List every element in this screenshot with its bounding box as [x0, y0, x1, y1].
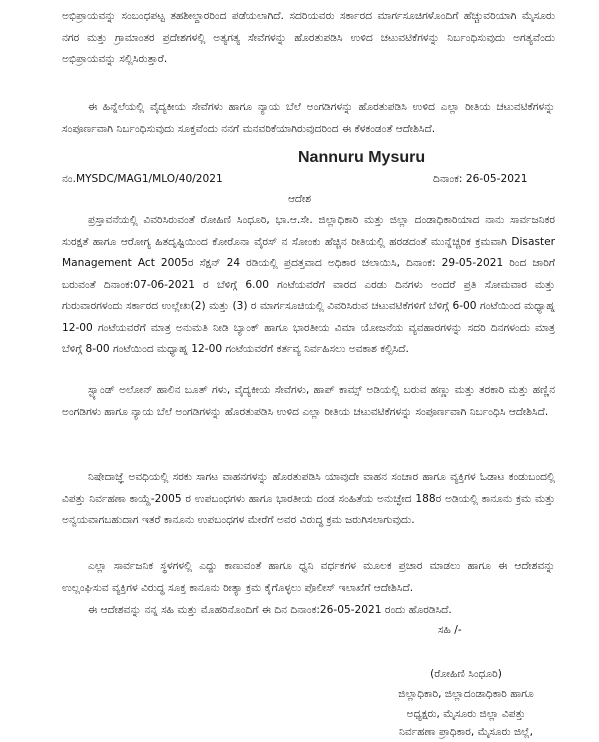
order-reference-number: ನಂ.MYSDC/MAG1/MLO/40/2021	[62, 173, 223, 185]
order-paragraph-5: ಈ ಆದೇಶವನ್ನು ನನ್ನ ಸಹಿ ಮತ್ತು ಮೊಹರಿನೊಂದಿಗೆ ಈ ದಿನ ದಿನಾಂಕ:26-05-2021 ರಂದು ಹೊರಡಿಸಿದೆ.	[88, 604, 452, 616]
signatory-designation-line-3: ನಿರ್ವಹಣಾ ಪ್ರಾಧಿಕಾರ, ಮೈಸೂರು ಜಿಲ್ಲೆ,	[399, 726, 533, 738]
signed-mark: ಸಹಿ /-	[438, 624, 462, 636]
intro-paragraph: ಅಭಿಪ್ರಾಯವನ್ನು ಸಂಬಂಧಪಟ್ಟ ತಹಶೀಲ್ದಾರರಿಂದ ಪಡೆಯಲಾಗಿದೆ. ಸದರಿಯವರು ಸರ್ಕಾರದ ಮಾರ್ಗಸೂಚಿಗಳೊಂದಿಗೆ ಹೆಚ್ಚುವರಿಯಾಗಿ ಮೈಸೂರು ನಗರ ಮತ್ತು ಗ್ರಾಮಾಂತರ ಪ್ರದೇಶಗಳಲ್ಲಿ ಅತ್ಯಗತ್ಯ ಸೇವೆಗಳನ್ನು ಹೊರತುಪಡಿಸಿ ಉಳಿದ ಚಟುವಟಿಕೆಗಳನ್ನು ನಿರ್ಬಂಧಿಸುವುದು ಅಗತ್ಯವೆಂದು ಅಭಿಪ್ರಾಯವನ್ನು ಸಲ್ಲಿಸಿರುತ್ತಾರೆ.	[62, 10, 555, 65]
watermark-text: Nannuru Mysuru	[298, 149, 426, 166]
order-paragraph-3: ನಿಷೇದಾಜ್ಞೆ ಅವಧಿಯಲ್ಲಿ ಸರಕು ಸಾಗಟ ವಾಹನಗಳನ್ನು ಹೊರತುಪಡಿಸಿ ಯಾವುದೇ ವಾಹನ ಸಂಚಾರ ಹಾಗೂ ವ್ಯಕ್ತಿಗಳ ಓಡಾಟ ಕಂಡುಬಂದಲ್ಲಿ ವಿಪತ್ತು ನಿರ್ವಹಣಾ ಕಾಯ್ದೆ-2005 ರ ಉಪಬಂಧಗಳು ಹಾಗೂ ಭಾರತೀಯ ದಂಡ ಸಂಹಿತೆಯ ಅನುಚ್ಛೇದ 188ರ ಅಡಿಯಲ್ಲಿ ಕಾನೂನು ಕ್ರಮ ಮತ್ತು ಅನ್ವಯವಾಗಬಹುದಾಗ ಇತರೆ ಕಾನೂನು ಉಪಬಂಧಗಳ ಮೇರೆಗೆ ಅವರ ವಿರುದ್ಧ ಕ್ರಮ ಜರುಗಿಸಲಾಗುವುದು.	[62, 471, 555, 526]
order-title: ಆದೇಶ	[287, 193, 312, 205]
order-date: ದಿನಾಂಕ: 26-05-2021	[433, 173, 528, 185]
signatory-designation-line-1: ಜಿಲ್ಲಾಧಿಕಾರಿ, ಜಿಲ್ಲಾದಂಡಾಧಿಕಾರಿ ಹಾಗೂ	[398, 688, 534, 700]
order-paragraph-1: ಪ್ರಸ್ತಾವನೆಯಲ್ಲಿ ವಿವರಿಸಿರುವಂತೆ ರೋಹಿಣಿ ಸಿಂಧೂರಿ, ಭಾ.ಆ.ಸೇ. ಜಿಲ್ಲಾಧಿಕಾರಿ ಮತ್ತು ಜಿಲ್ಲಾ ದಂಡಾಧಿಕಾರಿಯಾದ ನಾನು ಸಾರ್ವಜನಿಕರ ಸುರಕ್ಷತೆ ಹಾಗೂ ಆರೋಗ್ಯ ಹಿತದೃಷ್ಟಿಯಿಂದ ಕೋರೊನಾ ವೈರಸ್ ನ ಸೋಂಕು ಹೆಚ್ಚಿನ ರೀತಿಯಲ್ಲಿ ಹರಡದಂತೆ ಮುನ್ನೆಚ್ಚರಿಕ ಕ್ರಮವಾಗಿ Disaster Management Act 2005ರ ಸೆಕ್ಷನ್ 24 ರಡಿಯಲ್ಲಿ ಪ್ರದತ್ತವಾದ ಅಧಿಕಾರ ಚಲಾಯಿಸಿ, ದಿನಾಂಕ: 29-05-2021 ರಿಂದ ಜಾರಿಗೆ ಬರುವಂತೆ ದಿನಾಂಕ:07-06-2021 ರ ಬೆಳಿಗ್ಗೆ 6.00 ಗಂಟೆಯವರೆಗೆ ವಾರದ ಎರಡು ದಿನಗಳು ಅಂದರೆ ಪ್ರತಿ ಸೋಮವಾರ ಮತ್ತು ಗುರುವಾರಗಳಂದು ಸರ್ಕಾರದ ಉಲ್ಲೇಖ(2) ಮತ್ತು (3) ರ ಮಾರ್ಗಸೂಚಿಯಲ್ಲಿ ವಿವರಿಸಿರುವ ಚಟುವಟಿಕೆಗಳಿಗೆ ಬೆಳಿಗ್ಗೆ 6-00 ಗಂಟೆಯಿಂದ ಮಧ್ಯಾಹ್ನ 12-00 ಗಂಟೆಯವರೆಗೆ ಮಾತ್ರ ಅನುಮತಿ ನೀಡಿ ಬ್ಯಾಂಕ್ ಹಾಗೂ ಭಾರತೀಯ ವಿಮಾ ಯೋಜನೆಯ ವ್ಯವಹಾರಗಳನ್ನು ಸದರಿ ದಿನಗಳಂದು ಮಾತ್ರ ಬೆಳಿಗ್ಗೆ 8-00 ಗಂಟೆಯಿಂದ ಮಧ್ಯಾಹ್ನ 12-00 ಗಂಟೆಯವರೆಗೆ ಕರ್ತವ್ಯ ನಿರ್ವಹಿಸಲು ಅವಕಾಶ ಕಲ್ಪಿಸಿದೆ.	[62, 214, 555, 355]
background-paragraph: ಈ ಹಿನ್ನೆಲೆಯಲ್ಲಿ ವೈದ್ಯಕೀಯ ಸೇವೆಗಳು ಹಾಗೂ ನ್ಯಾಯ ಬೆಲೆ ಅಂಗಡಿಗಳನ್ನು ಹೊರತುಪಡಿಸಿ ಉಳಿದ ಎಲ್ಲಾ ರೀತಿಯ ಚಟುವಟಿಕೆಗಳನ್ನು ಸಂಪೂರ್ಣವಾಗಿ ನಿರ್ಬಂಧಿಸುವುದು ಸೂಕ್ತವೆಂದು ನನಗೆ ಮನವರಿಕೆಯಾಗಿರುವುದರಿಂದ ಈ ಕೆಳಕಂಡಂತೆ ಆದೇಶಿಸಿದೆ.	[62, 101, 555, 135]
order-paragraph-2: ಸ್ಟ್ಯಾಂಡ್ ಅಲೋನ್ ಹಾಲಿನ ಬೂತ್ ಗಳು, ವೈದ್ಯಕೀಯ ಸೇವೆಗಳು, ಹಾಪ್ ಕಾಮ್ಸ್ ಅಡಿಯಲ್ಲಿ ಬರುವ ಹಣ್ಣು ಮತ್ತು ತರಕಾರಿ ಮತ್ತು ಹಣ್ಣಿನ ಅಂಗಡಿಗಳು ಹಾಗೂ ನ್ಯಾಯ ಬೆಲೆ ಅಂಗಡಿಗಳನ್ನು ಹೊರತುಪಡಿಸಿ ಉಳಿದ ಎಲ್ಲಾ ರೀತಿಯ ಚಟುವಟಿಕೆಗಳನ್ನು ಸಂಪೂರ್ಣವಾಗಿ ನಿರ್ಬಂಧಿಸಿ ಆದೇಶಿಸಿದೆ.	[62, 384, 556, 418]
signatory-name: (ರೋಹಿಣಿ ಸಿಂಧೂರಿ)	[430, 668, 502, 680]
signatory-designation-line-2: ಅಧ್ಯಕ್ಷರು, ಮೈಸೂರು ಜಿಲ್ಲಾ ವಿಪತ್ತು	[406, 708, 526, 720]
order-paragraph-4: ಎಲ್ಲಾ ಸಾರ್ವಜನಿಕ ಸ್ಥಳಗಳಲ್ಲಿ ಎದ್ದು ಕಾಣುವಂತೆ ಹಾಗೂ ಧ್ವನಿ ವರ್ಧಕಗಳ ಮೂಲಕ ಪ್ರಚಾರ ಮಾಡಲು ಹಾಗೂ ಈ ಆದೇಶವನ್ನು ಉಲ್ಲಂಘಿಸುವ ವ್ಯಕ್ತಿಗಳ ವಿರುದ್ಧ ಸೂಕ್ತ ಕಾನೂನು ರೀತ್ಯಾ ಕ್ರಮ ಕೈಗೊಳ್ಳಲು ಪೊಲೀಸ್ ಇಲಾಖೆಗೆ ಆದೇಶಿಸಿದೆ.	[62, 560, 555, 594]
